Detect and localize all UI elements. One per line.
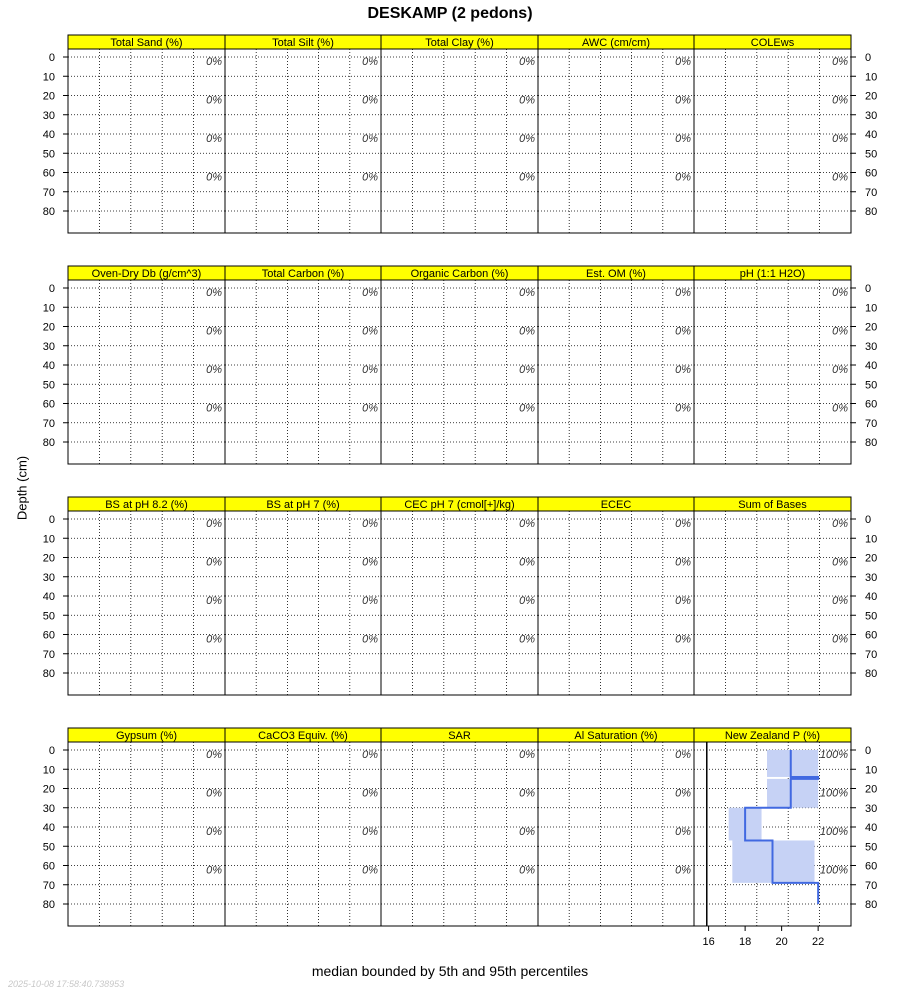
y-tick-label-right: 10 (865, 764, 878, 777)
panel (225, 497, 381, 695)
panel-title: Total Sand (%) (110, 37, 183, 49)
y-tick-label-right: 30 (865, 340, 878, 353)
y-tick-label-left: 80 (42, 206, 55, 218)
y-tick-label-right: 10 (865, 302, 878, 315)
percentile-band (767, 779, 818, 808)
coverage-annotation: 0% (519, 94, 535, 107)
y-tick-label-left: 50 (42, 610, 55, 623)
coverage-annotation: 0% (362, 55, 378, 68)
y-tick-label-left: 0 (48, 52, 55, 64)
y-tick-label-right: 20 (865, 552, 878, 565)
y-tick-label-right: 60 (865, 860, 878, 873)
y-tick-label-right: 60 (865, 398, 878, 411)
y-tick-label-left: 0 (48, 514, 55, 526)
y-tick-label-right: 0 (865, 514, 872, 526)
coverage-annotation: 0% (206, 325, 222, 338)
x-axis-label: median bounded by 5th and 95th percentiles (311, 963, 589, 979)
coverage-annotation: 0% (206, 748, 222, 761)
y-tick-label-left: 0 (48, 283, 55, 295)
coverage-annotation: 0% (519, 517, 535, 530)
coverage-annotation: 0% (206, 94, 222, 107)
y-tick-label-left: 30 (42, 802, 55, 815)
coverage-annotation: 0% (362, 132, 378, 145)
y-tick-label-left: 50 (42, 148, 55, 161)
coverage-annotation: 0% (519, 633, 535, 646)
coverage-annotation: 0% (675, 132, 691, 145)
y-tick-label-left: 80 (42, 899, 55, 911)
coverage-annotation: 0% (832, 325, 848, 338)
panel-title: CaCO3 Equiv. (%) (258, 730, 348, 742)
coverage-annotation: 0% (675, 633, 691, 646)
coverage-annotation: 0% (362, 787, 378, 800)
y-tick-label-left: 70 (42, 417, 55, 430)
coverage-annotation: 0% (362, 363, 378, 376)
panel (225, 266, 381, 464)
y-tick-label-left: 40 (42, 822, 55, 834)
panel (381, 35, 538, 233)
y-tick-label-left: 80 (42, 437, 55, 449)
panel-title: Total Carbon (%) (261, 268, 345, 280)
coverage-annotation: 0% (206, 171, 222, 184)
panel-title: SAR (448, 730, 471, 742)
y-tick-label-right: 80 (865, 206, 878, 218)
y-tick-label-right: 50 (865, 148, 878, 161)
panel-title: ECEC (600, 499, 632, 511)
y-tick-label-left: 70 (42, 879, 55, 892)
coverage-annotation: 0% (362, 171, 378, 184)
y-tick-label-right: 50 (865, 841, 878, 854)
y-tick-label-right: 80 (865, 899, 878, 911)
coverage-annotation: 0% (519, 363, 535, 376)
coverage-annotation: 0% (832, 556, 848, 569)
coverage-annotation: 0% (206, 787, 222, 800)
coverage-annotation: 0% (832, 286, 848, 299)
panel-title: BS at pH 7 (%) (266, 499, 340, 511)
y-tick-label-left: 10 (42, 302, 55, 315)
panel-title: Gypsum (%) (115, 730, 178, 742)
coverage-annotation: 0% (832, 402, 848, 415)
panel-title: AWC (cm/cm) (581, 37, 651, 49)
panel-title: Total Clay (%) (425, 37, 494, 49)
coverage-annotation: 0% (206, 363, 222, 376)
y-tick-label-left: 70 (42, 186, 55, 199)
coverage-annotation: 0% (519, 171, 535, 184)
coverage-annotation: 0% (675, 363, 691, 376)
panel-title: CEC pH 7 (cmol[+]/kg) (404, 499, 515, 511)
coverage-annotation: 0% (675, 55, 691, 68)
y-tick-label-right: 40 (865, 822, 878, 834)
panel (68, 497, 225, 695)
coverage-annotation: 0% (675, 556, 691, 569)
y-tick-label-left: 30 (42, 340, 55, 353)
coverage-annotation: 0% (832, 94, 848, 107)
coverage-annotation: 0% (362, 633, 378, 646)
coverage-annotation: 0% (519, 132, 535, 145)
panel (68, 728, 225, 926)
y-tick-label-right: 60 (865, 629, 878, 642)
panel (694, 35, 851, 233)
y-tick-label-right: 20 (865, 783, 878, 796)
percentile-band (767, 750, 818, 777)
x-tick-label: 20 (775, 936, 788, 948)
coverage-annotation: 0% (206, 132, 222, 145)
panel (381, 266, 538, 464)
panel (381, 497, 538, 695)
coverage-annotation: 0% (519, 55, 535, 68)
coverage-annotation: 0% (206, 517, 222, 530)
coverage-annotation: 0% (206, 402, 222, 415)
coverage-annotation: 0% (362, 402, 378, 415)
y-tick-label-right: 30 (865, 109, 878, 122)
coverage-annotation: 0% (362, 864, 378, 877)
y-tick-label-right: 80 (865, 437, 878, 449)
coverage-annotation: 0% (362, 556, 378, 569)
y-tick-label-right: 40 (865, 591, 878, 603)
coverage-annotation: 0% (832, 132, 848, 145)
panel (68, 35, 225, 233)
y-tick-label-right: 0 (865, 283, 872, 295)
panel (694, 728, 851, 948)
y-tick-label-right: 30 (865, 571, 878, 584)
coverage-annotation: 0% (206, 286, 222, 299)
panel-title: Total Silt (%) (272, 37, 334, 49)
x-tick-label: 18 (738, 936, 752, 948)
y-axis-label: Depth (cm) (14, 455, 30, 521)
x-tick-label: 22 (812, 936, 825, 948)
y-tick-label-right: 60 (865, 167, 878, 180)
panel (225, 35, 381, 233)
coverage-annotation: 0% (519, 286, 535, 299)
coverage-annotation: 0% (675, 402, 691, 415)
coverage-annotation: 0% (675, 171, 691, 184)
y-tick-label-left: 20 (42, 783, 55, 796)
panel-title: BS at pH 8.2 (%) (105, 499, 188, 511)
x-tick-label: 16 (702, 936, 715, 948)
y-tick-label-left: 40 (42, 129, 55, 141)
coverage-annotation: 0% (675, 286, 691, 299)
coverage-annotation: 0% (519, 864, 535, 877)
y-tick-label-left: 50 (42, 841, 55, 854)
y-tick-label-left: 60 (42, 629, 55, 642)
coverage-annotation: 0% (519, 787, 535, 800)
panel (694, 266, 851, 464)
y-tick-label-left: 70 (42, 648, 55, 661)
y-tick-label-left: 0 (48, 745, 55, 757)
coverage-annotation: 0% (675, 325, 691, 338)
y-tick-label-left: 60 (42, 167, 55, 180)
coverage-annotation: 0% (675, 864, 691, 877)
y-tick-label-right: 20 (865, 90, 878, 103)
panel (694, 497, 851, 695)
coverage-annotation: 0% (519, 594, 535, 607)
coverage-annotation: 100% (819, 748, 848, 761)
coverage-annotation: 0% (362, 94, 378, 107)
coverage-annotation: 0% (832, 633, 848, 646)
panel-title: Oven-Dry Db (g/cm^3) (91, 268, 202, 280)
y-tick-label-left: 30 (42, 571, 55, 584)
coverage-annotation: 0% (362, 825, 378, 838)
panel-title: Al Saturation (%) (574, 730, 658, 742)
y-tick-label-right: 20 (865, 321, 878, 334)
y-tick-label-left: 20 (42, 552, 55, 565)
coverage-annotation: 0% (206, 825, 222, 838)
panel-title: Sum of Bases (738, 499, 807, 511)
y-tick-label-left: 10 (42, 71, 55, 84)
coverage-annotation: 0% (362, 286, 378, 299)
y-tick-label-right: 70 (865, 186, 878, 199)
y-tick-label-right: 10 (865, 71, 878, 84)
coverage-annotation: 0% (206, 594, 222, 607)
coverage-annotation: 0% (519, 325, 535, 338)
panel (381, 728, 538, 926)
coverage-annotation: 0% (206, 55, 222, 68)
y-tick-label-left: 20 (42, 90, 55, 103)
y-tick-label-right: 70 (865, 879, 878, 892)
y-tick-label-right: 50 (865, 379, 878, 392)
coverage-annotation: 0% (832, 594, 848, 607)
panel-title: New Zealand P (%) (724, 730, 821, 742)
y-tick-label-right: 70 (865, 648, 878, 661)
y-tick-label-right: 0 (865, 745, 872, 757)
panel (538, 497, 694, 695)
panel-title: COLEws (750, 37, 795, 49)
y-tick-label-left: 80 (42, 668, 55, 680)
y-tick-label-left: 40 (42, 360, 55, 372)
y-tick-label-left: 60 (42, 860, 55, 873)
panel (225, 728, 381, 926)
chart-title: DESKAMP (2 pedons) (367, 5, 533, 22)
coverage-annotation: 0% (206, 556, 222, 569)
panel-title: Est. OM (%) (586, 268, 646, 280)
y-tick-label-left: 20 (42, 321, 55, 334)
coverage-annotation: 0% (362, 325, 378, 338)
timestamp: 2025-10-08 17:58:40.738953 (8, 979, 125, 989)
coverage-annotation: 0% (675, 594, 691, 607)
coverage-annotation: 0% (519, 825, 535, 838)
y-tick-label-right: 70 (865, 417, 878, 430)
y-tick-label-left: 10 (42, 764, 55, 777)
panel-title: Organic Carbon (%) (410, 268, 509, 280)
coverage-annotation: 0% (675, 748, 691, 761)
panel (68, 266, 225, 464)
coverage-annotation: 100% (819, 864, 848, 877)
coverage-annotation: 0% (362, 594, 378, 607)
y-tick-label-right: 80 (865, 668, 878, 680)
panel-title: pH (1:1 H2O) (739, 268, 806, 280)
coverage-annotation: 0% (519, 402, 535, 415)
coverage-annotation: 0% (832, 171, 848, 184)
coverage-annotation: 0% (519, 748, 535, 761)
coverage-annotation: 0% (675, 787, 691, 800)
y-tick-label-left: 30 (42, 109, 55, 122)
panel (538, 35, 694, 233)
coverage-annotation: 0% (675, 94, 691, 107)
y-tick-label-right: 50 (865, 610, 878, 623)
coverage-annotation: 0% (362, 748, 378, 761)
coverage-annotation: 100% (819, 825, 848, 838)
coverage-annotation: 0% (675, 517, 691, 530)
coverage-annotation: 100% (819, 787, 848, 800)
coverage-annotation: 0% (675, 825, 691, 838)
y-tick-label-right: 0 (865, 52, 872, 64)
coverage-annotation: 0% (832, 363, 848, 376)
coverage-annotation: 0% (832, 55, 848, 68)
y-tick-label-right: 10 (865, 533, 878, 546)
y-tick-label-right: 30 (865, 802, 878, 815)
y-tick-label-left: 10 (42, 533, 55, 546)
panel (538, 266, 694, 464)
y-tick-label-right: 40 (865, 360, 878, 372)
panel (538, 728, 694, 926)
coverage-annotation: 0% (832, 517, 848, 530)
y-tick-label-left: 40 (42, 591, 55, 603)
coverage-annotation: 0% (519, 556, 535, 569)
coverage-annotation: 0% (206, 633, 222, 646)
y-tick-label-left: 50 (42, 379, 55, 392)
y-tick-label-right: 40 (865, 129, 878, 141)
coverage-annotation: 0% (362, 517, 378, 530)
y-tick-label-left: 60 (42, 398, 55, 411)
coverage-annotation: 0% (206, 864, 222, 877)
